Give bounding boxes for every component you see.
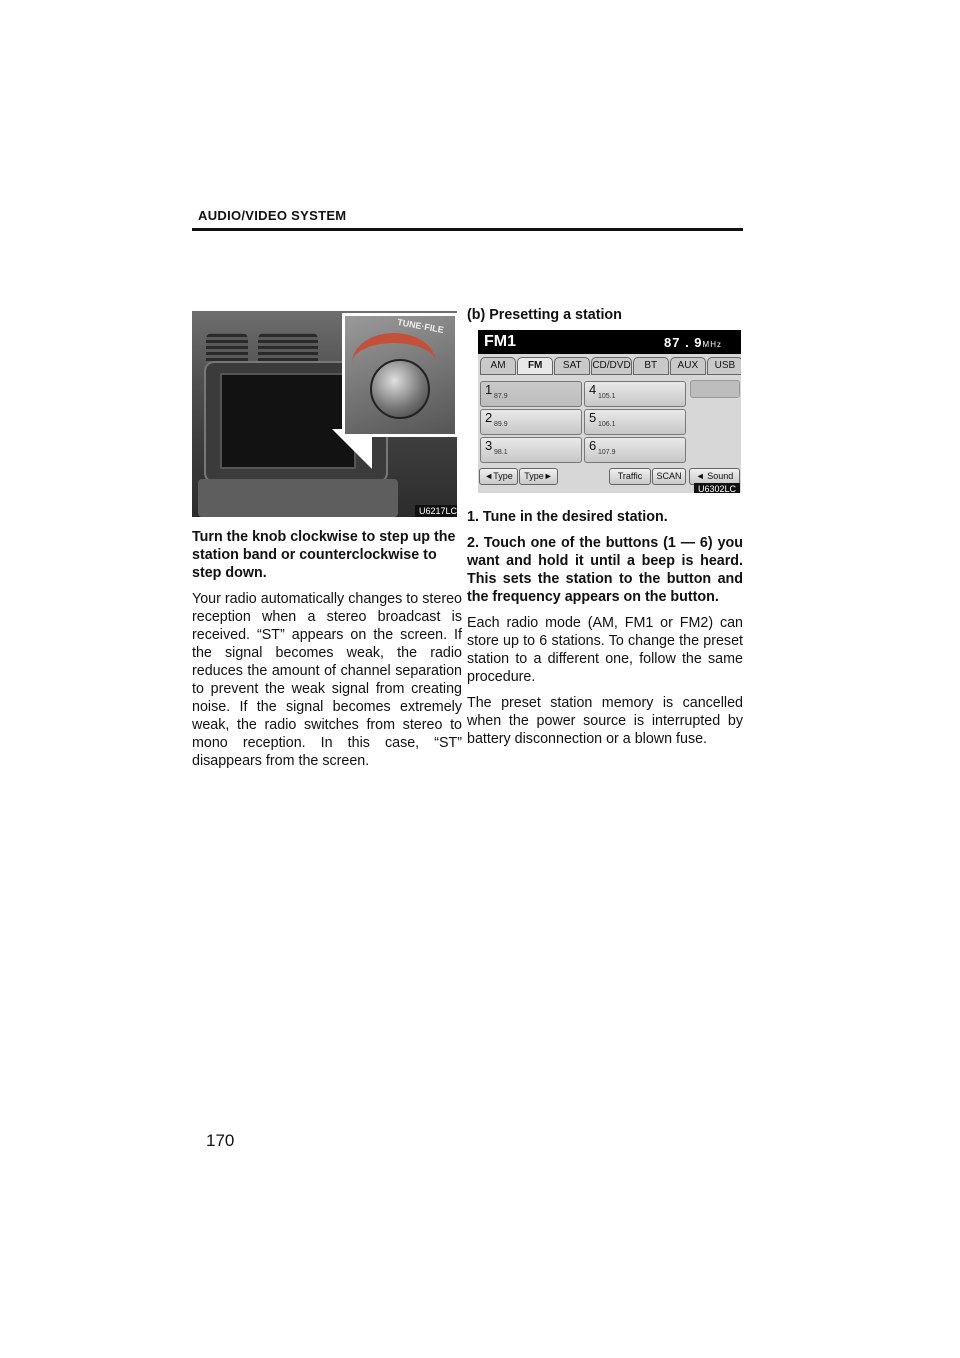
page-number: 170 <box>206 1131 235 1150</box>
preset-number: 3 <box>485 438 493 453</box>
frequency-value: 87 . 9 <box>664 335 703 350</box>
preset-button-5[interactable] <box>584 409 686 435</box>
tab-usb[interactable]: USB <box>707 357 741 375</box>
memory-cancel-paragraph: The preset station memory is cancelled when the power source is interrupted by battery disconnection or a blown fuse. <box>467 695 743 747</box>
preset-frequency: 105.1 <box>598 393 616 400</box>
figure-code: U6217LC <box>415 505 457 517</box>
preset-number: 4 <box>589 382 597 397</box>
side-button[interactable] <box>690 380 740 398</box>
inset-label: TUNE·FILE <box>396 316 445 336</box>
preset-number: 6 <box>589 438 597 453</box>
knob-instruction: Turn the knob clockwise to step up the station band or counterclockwise to step down. <box>192 529 456 581</box>
section-title: (b) Presetting a station <box>467 307 622 323</box>
tab-fm[interactable]: FM <box>517 357 553 375</box>
tab-aux[interactable]: AUX <box>670 357 706 375</box>
tab-am[interactable]: AM <box>480 357 516 375</box>
type-prev-button[interactable]: ◄Type <box>479 468 518 485</box>
preset-button-6[interactable] <box>584 437 686 463</box>
stereo-paragraph: Your radio automatically changes to stereo reception when a stereo broadcast is received. “ST” appears on the screen. If the signal becomes weak, the radio reduces the amount of channel separation to prevent the weak signal from creating noise. If the signal becomes extremely weak, the radio switches from stereo to mono reception. In this case, “ST” disappears from the screen. <box>192 591 462 769</box>
preset-button-2[interactable] <box>480 409 582 435</box>
type-next-button[interactable]: Type► <box>519 468 558 485</box>
header-rule <box>192 228 743 231</box>
section-header: AUDIO/VIDEO SYSTEM <box>198 208 347 223</box>
tab-cd-dvd[interactable]: CD/DVD <box>591 357 631 375</box>
traffic-button[interactable]: Traffic <box>609 468 651 485</box>
dashboard-knob-photo <box>192 311 457 517</box>
frequency-unit: MHz <box>702 340 722 349</box>
figure-code: U6302LC <box>694 483 740 493</box>
preset-number: 1 <box>485 382 493 397</box>
step-1: 1. Tune in the desired station. <box>467 509 668 525</box>
preset-button-3[interactable] <box>480 437 582 463</box>
radio-topbar <box>478 330 741 354</box>
preset-number: 2 <box>485 410 493 425</box>
audio-console <box>198 479 398 517</box>
step-2: 2. Touch one of the buttons (1 — 6) you want and hold it until a beep is heard. This sets the station to the button and the frequency appears on the button. <box>467 535 743 605</box>
sound-button[interactable]: ◄ Sound <box>689 468 740 485</box>
tab-bt[interactable]: BT <box>633 357 669 375</box>
preset-frequency: 98.1 <box>494 449 508 456</box>
radio-screen <box>478 330 741 493</box>
scan-button[interactable]: SCAN <box>652 468 686 485</box>
right-column <box>467 508 743 756</box>
tab-sat[interactable]: SAT <box>554 357 590 375</box>
source-tabs <box>478 357 741 375</box>
preset-frequency: 87.9 <box>494 393 508 400</box>
preset-capacity-paragraph: Each radio mode (AM, FM1 or FM2) can store up to 6 stations. To change the preset station to a different one, follow the same procedure. <box>467 615 743 685</box>
preset-button-4[interactable] <box>584 381 686 407</box>
left-column <box>192 528 462 778</box>
preset-number: 5 <box>589 410 597 425</box>
preset-button-1[interactable] <box>480 381 582 407</box>
preset-frequency: 89.9 <box>494 421 508 428</box>
tune-knob <box>370 359 430 419</box>
frequency-display <box>664 335 722 350</box>
preset-frequency: 107.9 <box>598 449 616 456</box>
preset-frequency: 106.1 <box>598 421 616 428</box>
band-label: FM1 <box>484 333 516 350</box>
